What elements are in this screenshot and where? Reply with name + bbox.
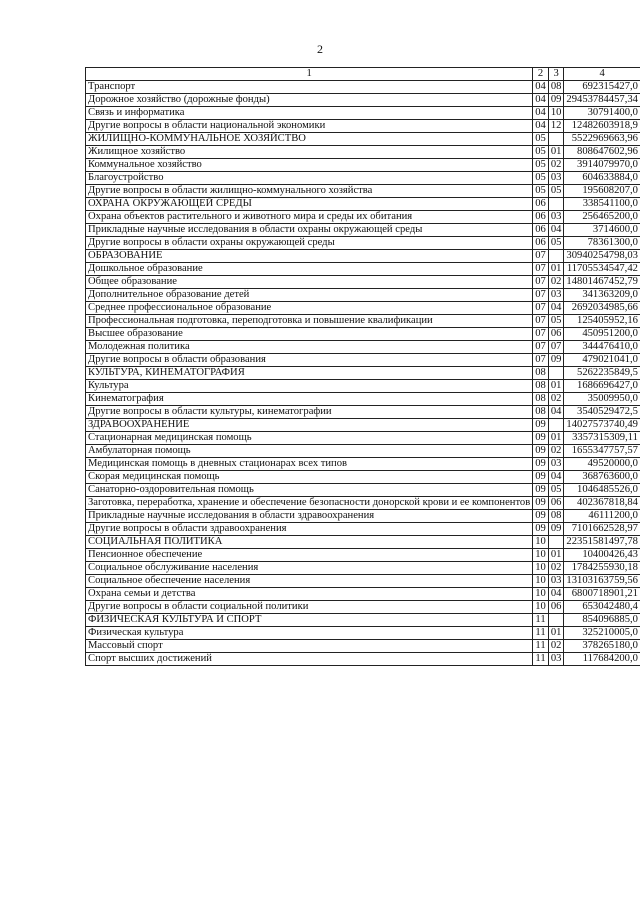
row-subsection-code: 05 <box>548 484 564 497</box>
row-amount: 29453784457,34 <box>564 94 640 107</box>
row-name-cell: СОЦИАЛЬНАЯ ПОЛИТИКА <box>86 536 533 549</box>
row-section-code: 06 <box>533 198 549 211</box>
row-amount: 22351581497,78 <box>564 536 640 549</box>
row-subsection-code: 04 <box>548 471 564 484</box>
row-amount: 5522969663,96 <box>564 133 640 146</box>
row-section-code: 10 <box>533 588 549 601</box>
table-row <box>86 341 640 354</box>
table-row <box>86 276 640 289</box>
row-section-code: 05 <box>533 185 549 198</box>
row-section-code: 07 <box>533 289 549 302</box>
row-section-code: 05 <box>533 146 549 159</box>
row-subsection-code: 06 <box>548 601 564 614</box>
row-section-code: 11 <box>533 653 549 666</box>
row-subsection-code: 03 <box>548 575 564 588</box>
row-name-cell: Социальное обслуживание населения <box>86 562 533 575</box>
row-subsection-code <box>548 198 564 211</box>
row-section-code: 07 <box>533 328 549 341</box>
table-row <box>86 146 640 159</box>
row-name-cell: Другие вопросы в области социальной политики <box>86 601 533 614</box>
row-name-cell: Физическая культура <box>86 627 533 640</box>
table-row <box>86 328 640 341</box>
table-row <box>86 640 640 653</box>
row-amount: 1686696427,0 <box>564 380 640 393</box>
row-amount: 402367818,84 <box>564 497 640 510</box>
row-name-cell: Скорая медицинская помощь <box>86 471 533 484</box>
row-subsection-code: 09 <box>548 523 564 536</box>
row-name-cell: Заготовка, переработка, хранение и обеспечение безопасности донорской крови и ее компонентов <box>86 497 533 510</box>
row-amount: 653042480,4 <box>564 601 640 614</box>
row-section-code: 11 <box>533 614 549 627</box>
header-col-1: 1 <box>86 68 533 81</box>
header-col-3: 3 <box>548 68 564 81</box>
row-section-code: 10 <box>533 575 549 588</box>
row-section-code: 05 <box>533 133 549 146</box>
table-row <box>86 380 640 393</box>
row-section-code: 09 <box>533 510 549 523</box>
row-name-cell: ЗДРАВООХРАНЕНИЕ <box>86 419 533 432</box>
row-subsection-code: 05 <box>548 315 564 328</box>
row-amount: 1046485526,0 <box>564 484 640 497</box>
table-row <box>86 536 640 549</box>
row-section-code: 09 <box>533 432 549 445</box>
row-name-cell: ОБРАЗОВАНИЕ <box>86 250 533 263</box>
row-section-code: 09 <box>533 497 549 510</box>
row-section-code: 09 <box>533 523 549 536</box>
row-name-cell: Коммунальное хозяйство <box>86 159 533 172</box>
row-subsection-code: 05 <box>548 237 564 250</box>
row-amount: 125405952,16 <box>564 315 640 328</box>
row-section-code: 04 <box>533 81 549 94</box>
row-subsection-code: 03 <box>548 211 564 224</box>
row-subsection-code: 04 <box>548 588 564 601</box>
budget-table <box>85 67 640 666</box>
table-row <box>86 601 640 614</box>
table-row <box>86 315 640 328</box>
table-row <box>86 198 640 211</box>
row-name-cell: Другие вопросы в области культуры, кинематографии <box>86 406 533 419</box>
row-subsection-code <box>548 419 564 432</box>
table-row <box>86 94 640 107</box>
row-amount: 10400426,43 <box>564 549 640 562</box>
row-subsection-code <box>548 367 564 380</box>
table-row <box>86 81 640 94</box>
row-name-cell: Общее образование <box>86 276 533 289</box>
table-row <box>86 523 640 536</box>
row-section-code: 11 <box>533 640 549 653</box>
row-name-cell: Дополнительное образование детей <box>86 289 533 302</box>
row-subsection-code: 05 <box>548 185 564 198</box>
row-section-code: 04 <box>533 94 549 107</box>
table-row <box>86 432 640 445</box>
row-name-cell: Культура <box>86 380 533 393</box>
row-amount: 854096885,0 <box>564 614 640 627</box>
row-section-code: 08 <box>533 380 549 393</box>
table-row <box>86 614 640 627</box>
row-section-code: 05 <box>533 172 549 185</box>
row-subsection-code: 09 <box>548 94 564 107</box>
table-row <box>86 367 640 380</box>
table-row <box>86 471 640 484</box>
table-row <box>86 419 640 432</box>
row-amount: 2692034985,66 <box>564 302 640 315</box>
row-name-cell: Кинематография <box>86 393 533 406</box>
row-section-code: 08 <box>533 367 549 380</box>
table-row <box>86 562 640 575</box>
table-row <box>86 575 640 588</box>
table-row <box>86 133 640 146</box>
row-section-code: 05 <box>533 159 549 172</box>
row-subsection-code: 10 <box>548 107 564 120</box>
table-row <box>86 289 640 302</box>
row-amount: 14027573740,49 <box>564 419 640 432</box>
table-row <box>86 120 640 133</box>
row-name-cell: Связь и информатика <box>86 107 533 120</box>
row-name-cell: Другие вопросы в области национальной экономики <box>86 120 533 133</box>
table-row <box>86 211 640 224</box>
table-row <box>86 159 640 172</box>
row-subsection-code: 02 <box>548 445 564 458</box>
row-section-code: 07 <box>533 302 549 315</box>
row-subsection-code: 04 <box>548 302 564 315</box>
row-name-cell: ФИЗИЧЕСКАЯ КУЛЬТУРА И СПОРТ <box>86 614 533 627</box>
row-subsection-code: 01 <box>548 627 564 640</box>
row-subsection-code: 02 <box>548 640 564 653</box>
row-section-code: 08 <box>533 393 549 406</box>
row-name-cell: Дорожное хозяйство (дорожные фонды) <box>86 94 533 107</box>
row-amount: 14801467452,79 <box>564 276 640 289</box>
row-amount: 378265180,0 <box>564 640 640 653</box>
row-amount: 325210005,0 <box>564 627 640 640</box>
header-col-4: 4 <box>564 68 640 81</box>
row-name-cell: Медицинская помощь в дневных стационарах всех типов <box>86 458 533 471</box>
row-subsection-code: 04 <box>548 224 564 237</box>
row-subsection-code: 04 <box>548 406 564 419</box>
row-subsection-code: 03 <box>548 289 564 302</box>
row-subsection-code: 07 <box>548 341 564 354</box>
table-row <box>86 172 640 185</box>
row-name-cell: Благоустройство <box>86 172 533 185</box>
row-section-code: 07 <box>533 263 549 276</box>
row-section-code: 11 <box>533 627 549 640</box>
row-section-code: 07 <box>533 341 549 354</box>
row-section-code: 09 <box>533 484 549 497</box>
row-subsection-code: 12 <box>548 120 564 133</box>
row-name-cell: Транспорт <box>86 81 533 94</box>
row-section-code: 10 <box>533 536 549 549</box>
row-subsection-code: 01 <box>548 432 564 445</box>
row-name-cell: ЖИЛИЩНО-КОММУНАЛЬНОЕ ХОЗЯЙСТВО <box>86 133 533 146</box>
page-number: 2 <box>317 42 323 56</box>
row-name-cell: Санаторно-оздоровительная помощь <box>86 484 533 497</box>
row-section-code: 06 <box>533 211 549 224</box>
row-subsection-code <box>548 250 564 263</box>
row-amount: 7101662528,97 <box>564 523 640 536</box>
row-amount: 450951200,0 <box>564 328 640 341</box>
row-subsection-code <box>548 536 564 549</box>
table-row <box>86 237 640 250</box>
row-section-code: 06 <box>533 224 549 237</box>
row-amount: 6800718901,21 <box>564 588 640 601</box>
table-row <box>86 354 640 367</box>
row-amount: 256465200,0 <box>564 211 640 224</box>
row-name-cell: Стационарная медицинская помощь <box>86 432 533 445</box>
table-row <box>86 185 640 198</box>
row-section-code: 10 <box>533 601 549 614</box>
row-amount: 3357315309,11 <box>564 432 640 445</box>
row-subsection-code <box>548 133 564 146</box>
row-subsection-code: 09 <box>548 354 564 367</box>
row-amount: 3714600,0 <box>564 224 640 237</box>
row-amount: 13103163759,56 <box>564 575 640 588</box>
row-amount: 195608207,0 <box>564 185 640 198</box>
row-subsection-code: 03 <box>548 458 564 471</box>
row-subsection-code <box>548 614 564 627</box>
row-amount: 46111200,0 <box>564 510 640 523</box>
row-amount: 78361300,0 <box>564 237 640 250</box>
row-amount: 30791400,0 <box>564 107 640 120</box>
row-section-code: 09 <box>533 471 549 484</box>
row-amount: 30940254798,03 <box>564 250 640 263</box>
row-amount: 1784255930,18 <box>564 562 640 575</box>
row-section-code: 07 <box>533 315 549 328</box>
row-amount: 692315427,0 <box>564 81 640 94</box>
table-row <box>86 458 640 471</box>
row-amount: 5262235849,5 <box>564 367 640 380</box>
row-subsection-code: 03 <box>548 653 564 666</box>
row-name-cell: Социальное обеспечение населения <box>86 575 533 588</box>
table-row <box>86 653 640 666</box>
row-subsection-code: 01 <box>548 380 564 393</box>
row-amount: 49520000,0 <box>564 458 640 471</box>
row-amount: 12482603918,9 <box>564 120 640 133</box>
row-name-cell: Среднее профессиональное образование <box>86 302 533 315</box>
row-name-cell: Охрана семьи и детства <box>86 588 533 601</box>
row-name-cell: Дошкольное образование <box>86 263 533 276</box>
table-row <box>86 250 640 263</box>
row-amount: 3914079970,0 <box>564 159 640 172</box>
table-row <box>86 224 640 237</box>
row-amount: 344476410,0 <box>564 341 640 354</box>
row-subsection-code: 06 <box>548 497 564 510</box>
row-section-code: 06 <box>533 237 549 250</box>
row-subsection-code: 02 <box>548 562 564 575</box>
row-amount: 11705534547,42 <box>564 263 640 276</box>
row-name-cell: Амбулаторная помощь <box>86 445 533 458</box>
row-amount: 117684200,0 <box>564 653 640 666</box>
table-row <box>86 445 640 458</box>
table-row <box>86 406 640 419</box>
row-name-cell: Прикладные научные исследования в области охраны окружающей среды <box>86 224 533 237</box>
row-subsection-code: 01 <box>548 146 564 159</box>
table-row <box>86 263 640 276</box>
table-row <box>86 588 640 601</box>
row-subsection-code: 01 <box>548 263 564 276</box>
row-amount: 808647602,96 <box>564 146 640 159</box>
row-section-code: 10 <box>533 549 549 562</box>
row-subsection-code: 06 <box>548 328 564 341</box>
row-amount: 368763600,0 <box>564 471 640 484</box>
row-section-code: 09 <box>533 458 549 471</box>
table-row <box>86 497 640 510</box>
row-section-code: 07 <box>533 276 549 289</box>
row-name-cell: Спорт высших достижений <box>86 653 533 666</box>
row-subsection-code: 08 <box>548 510 564 523</box>
row-name-cell: Охрана объектов растительного и животного мира и среды их обитания <box>86 211 533 224</box>
row-amount: 338541100,0 <box>564 198 640 211</box>
row-section-code: 04 <box>533 107 549 120</box>
row-subsection-code: 02 <box>548 276 564 289</box>
row-subsection-code: 02 <box>548 159 564 172</box>
row-amount: 479021041,0 <box>564 354 640 367</box>
row-name-cell: Другие вопросы в области образования <box>86 354 533 367</box>
row-section-code: 04 <box>533 120 549 133</box>
row-name-cell: Другие вопросы в области охраны окружающей среды <box>86 237 533 250</box>
row-subsection-code: 01 <box>548 549 564 562</box>
row-amount: 3540529472,5 <box>564 406 640 419</box>
row-amount: 35009950,0 <box>564 393 640 406</box>
row-name-cell: Профессиональная подготовка, переподготовка и повышение квалификации <box>86 315 533 328</box>
row-section-code: 07 <box>533 250 549 263</box>
table-row <box>86 549 640 562</box>
table-row <box>86 627 640 640</box>
row-name-cell: Пенсионное обеспечение <box>86 549 533 562</box>
row-name-cell: Высшее образование <box>86 328 533 341</box>
table-row <box>86 393 640 406</box>
row-name-cell: Другие вопросы в области жилищно-коммунального хозяйства <box>86 185 533 198</box>
row-name-cell: Жилищное хозяйство <box>86 146 533 159</box>
row-section-code: 09 <box>533 445 549 458</box>
table-row <box>86 484 640 497</box>
row-subsection-code: 02 <box>548 393 564 406</box>
row-section-code: 07 <box>533 354 549 367</box>
table-row <box>86 302 640 315</box>
row-name-cell: Другие вопросы в области здравоохранения <box>86 523 533 536</box>
row-section-code: 10 <box>533 562 549 575</box>
budget-table-body <box>86 68 640 666</box>
row-name-cell: ОХРАНА ОКРУЖАЮЩЕЙ СРЕДЫ <box>86 198 533 211</box>
row-name-cell: КУЛЬТУРА, КИНЕМАТОГРАФИЯ <box>86 367 533 380</box>
row-name-cell: Молодежная политика <box>86 341 533 354</box>
row-name-cell: Прикладные научные исследования в области здравоохранения <box>86 510 533 523</box>
row-section-code: 09 <box>533 419 549 432</box>
table-row <box>86 510 640 523</box>
row-subsection-code: 03 <box>548 172 564 185</box>
row-subsection-code: 08 <box>548 81 564 94</box>
row-amount: 341363209,0 <box>564 289 640 302</box>
row-amount: 604633884,0 <box>564 172 640 185</box>
header-col-2: 2 <box>533 68 549 81</box>
row-section-code: 08 <box>533 406 549 419</box>
table-header-row <box>86 68 640 81</box>
table-row <box>86 107 640 120</box>
row-name-cell: Массовый спорт <box>86 640 533 653</box>
row-amount: 1655347757,57 <box>564 445 640 458</box>
